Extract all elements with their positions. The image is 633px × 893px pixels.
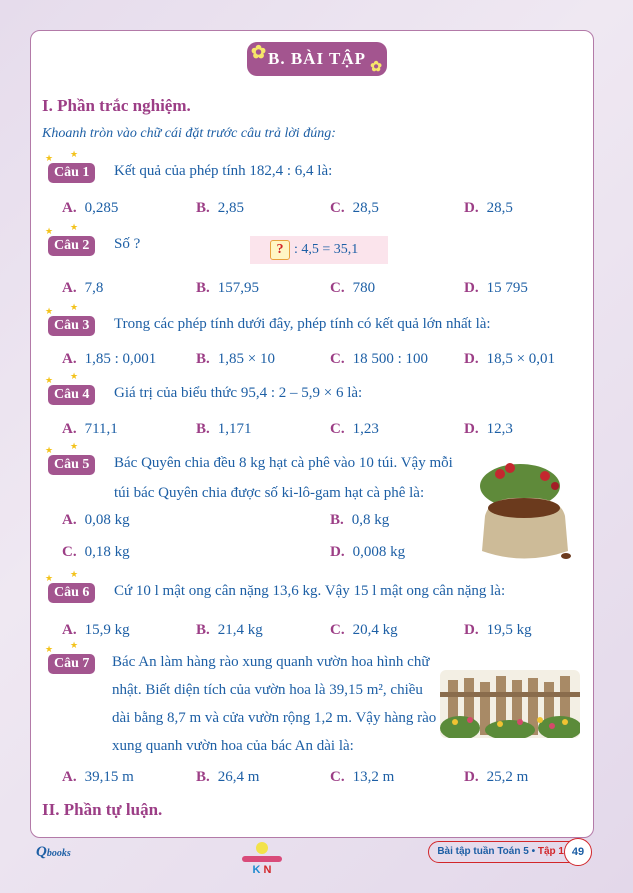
answer-option[interactable] (62, 351, 156, 368)
option-letter: D. (464, 280, 479, 296)
option-letter: C. (62, 544, 77, 560)
option-letter: A. (62, 421, 77, 437)
option-value: 0,8 kg (351, 512, 390, 528)
question-text: Bác An làm hàng rào xung quanh vườn hoa hình chữ (112, 654, 430, 670)
flower-icon: ✿ (251, 42, 268, 62)
option-letter: C. (330, 351, 345, 367)
star-icon: ★ (45, 445, 54, 455)
option-letter: B. (196, 200, 210, 216)
answer-option[interactable] (62, 622, 130, 639)
option-value: 28,5 (486, 200, 513, 216)
option-letter: C. (330, 622, 345, 638)
page-number: 49 (564, 838, 592, 866)
option-value: 1,85 : 0,001 (84, 351, 157, 367)
star-icon: ★ (70, 640, 79, 650)
answer-option[interactable] (330, 280, 375, 297)
option-letter: C. (330, 769, 345, 785)
option-value: 157,95 (217, 280, 260, 296)
question-text: Kết quả của phép tính 182,4 : 6,4 là: (114, 163, 333, 179)
question-text: Trong các phép tính dưới đây, phép tính có kết quả lớn nhất là: (114, 316, 491, 332)
option-letter: D. (464, 351, 479, 367)
star-icon: ★ (70, 302, 79, 312)
star-icon: ★ (70, 222, 79, 232)
option-letter: C. (330, 280, 345, 296)
star-icon: ★ (70, 371, 79, 381)
star-icon: ★ (45, 153, 54, 163)
option-value: 26,4 m (217, 769, 260, 785)
answer-option[interactable] (464, 351, 555, 368)
answer-option[interactable] (464, 280, 528, 297)
question-badge: Câu 6 (48, 583, 95, 603)
question-badge: Câu 4 (48, 385, 95, 405)
option-value: 39,15 m (84, 769, 134, 785)
option-letter: A. (62, 351, 77, 367)
option-letter: A. (62, 200, 77, 216)
option-value: 21,4 kg (217, 622, 263, 638)
kn-logo: K N (238, 842, 286, 882)
question-text: Số ? (114, 236, 141, 252)
option-value: 780 (352, 280, 376, 296)
option-letter: A. (62, 622, 77, 638)
answer-option[interactable] (330, 351, 428, 368)
answer-option[interactable] (330, 200, 379, 217)
option-letter: D. (464, 421, 479, 437)
question-text: Giá trị của biểu thức 95,4 : 2 – 5,9 × 6 là: (114, 385, 363, 401)
option-letter: C. (330, 200, 345, 216)
answer-option[interactable] (196, 622, 263, 639)
option-value: 1,23 (352, 421, 379, 437)
answer-option[interactable] (330, 622, 398, 639)
star-icon: ★ (45, 644, 54, 654)
option-letter: D. (330, 544, 345, 560)
qbooks-logo: Qbooks (36, 844, 71, 860)
option-value: 15,9 kg (84, 622, 130, 638)
option-value: 1,171 (217, 421, 252, 437)
option-letter: B. (330, 512, 344, 528)
volume: Tập 1 (537, 846, 564, 857)
option-value: 2,85 (217, 200, 245, 216)
flower-icon: ✿ (370, 60, 383, 75)
answer-option[interactable] (464, 622, 532, 639)
answer-option[interactable] (62, 421, 118, 438)
answer-option[interactable] (62, 769, 134, 786)
option-letter: B. (196, 769, 210, 785)
question-badge: Câu 7 (48, 654, 95, 674)
option-value: 0,008 kg (352, 544, 406, 560)
question-badge: Câu 2 (48, 236, 95, 256)
section-title: B. BÀI TẬP (267, 49, 366, 68)
option-value: 711,1 (84, 421, 118, 437)
part2-heading: II. Phần tự luận. (42, 800, 163, 819)
option-value: 15 795 (486, 280, 528, 296)
star-icon: ★ (45, 375, 54, 385)
option-value: 19,5 kg (486, 622, 532, 638)
star-icon: ★ (45, 226, 54, 236)
book-title: Bài tập tuần Toán 5 • (437, 846, 536, 857)
blank-box[interactable]: ? (270, 240, 290, 260)
option-value: 12,3 (486, 421, 513, 437)
question-badge: Câu 5 (48, 455, 95, 475)
option-value: 0,285 (84, 200, 119, 216)
answer-option[interactable] (464, 200, 513, 217)
question-text: dài bằng 8,7 m và cửa vườn rộng 1,2 m. Vậy hàng rào (112, 710, 437, 726)
star-icon: ★ (45, 573, 54, 583)
option-letter: B. (196, 280, 210, 296)
star-icon: ★ (70, 441, 79, 451)
star-icon: ★ (70, 569, 79, 579)
coffee-bag-image (470, 456, 578, 568)
option-value: 1,85 × 10 (217, 351, 275, 367)
question-text: nhật. Biết diện tích của vườn hoa là 39,15 m², chiều (112, 682, 423, 698)
answer-option[interactable] (330, 544, 405, 561)
answer-option[interactable] (464, 421, 513, 438)
answer-option[interactable] (62, 200, 118, 217)
option-letter: A. (62, 512, 77, 528)
answer-option[interactable] (62, 512, 130, 529)
answer-option[interactable] (196, 421, 252, 438)
equation-text: : 4,5 = 35,1 (294, 242, 359, 257)
option-value: 0,08 kg (84, 512, 130, 528)
answer-option[interactable] (196, 769, 259, 786)
option-letter: B. (196, 421, 210, 437)
star-icon: ★ (70, 149, 79, 159)
option-letter: A. (62, 280, 77, 296)
option-value: 28,5 (352, 200, 379, 216)
option-value: 20,4 kg (352, 622, 398, 638)
option-letter: B. (196, 622, 210, 638)
option-value: 13,2 m (352, 769, 395, 785)
option-value: 18,5 × 0,01 (486, 351, 556, 367)
option-value: 7,8 (84, 280, 104, 296)
answer-option[interactable] (62, 280, 103, 297)
option-letter: B. (196, 351, 210, 367)
question-text: xung quanh vườn hoa của bác An dài là: (112, 738, 354, 754)
option-value: 25,2 m (486, 769, 529, 785)
option-value: 0,18 kg (84, 544, 130, 560)
question-text: Bác Quyên chia đều 8 kg hạt cà phê vào 10 túi. Vậy mỗi (114, 455, 453, 471)
question-text: túi bác Quyên chia được số ki-lô-gam hạt cà phê là: (114, 485, 425, 501)
option-letter: A. (62, 769, 77, 785)
option-letter: C. (330, 421, 345, 437)
section-title-badge (247, 42, 387, 76)
question-badge: Câu 3 (48, 316, 95, 336)
question-badge: Câu 1 (48, 163, 95, 183)
option-value: 18 500 : 100 (352, 351, 429, 367)
footer-book-badge (428, 841, 591, 863)
option-letter: D. (464, 200, 479, 216)
answer-option[interactable] (196, 200, 244, 217)
answer-option[interactable] (62, 544, 130, 561)
question-text: Cứ 10 l mật ong cân nặng 13,6 kg. Vậy 15 l mật ong cân nặng là: (114, 583, 506, 599)
equation-box (250, 236, 388, 264)
part1-heading: I. Phần trắc nghiệm. (42, 96, 191, 115)
answer-option[interactable] (464, 769, 528, 786)
option-letter: D. (464, 622, 479, 638)
star-icon: ★ (45, 306, 54, 316)
answer-option[interactable] (196, 351, 275, 368)
answer-option[interactable] (330, 421, 379, 438)
option-letter: D. (464, 769, 479, 785)
answer-option[interactable] (196, 280, 259, 297)
instruction: Khoanh tròn vào chữ cái đặt trước câu trả lời đúng: (42, 126, 336, 141)
answer-option[interactable] (330, 512, 389, 529)
garden-fence-image (440, 670, 580, 738)
answer-option[interactable] (330, 769, 394, 786)
